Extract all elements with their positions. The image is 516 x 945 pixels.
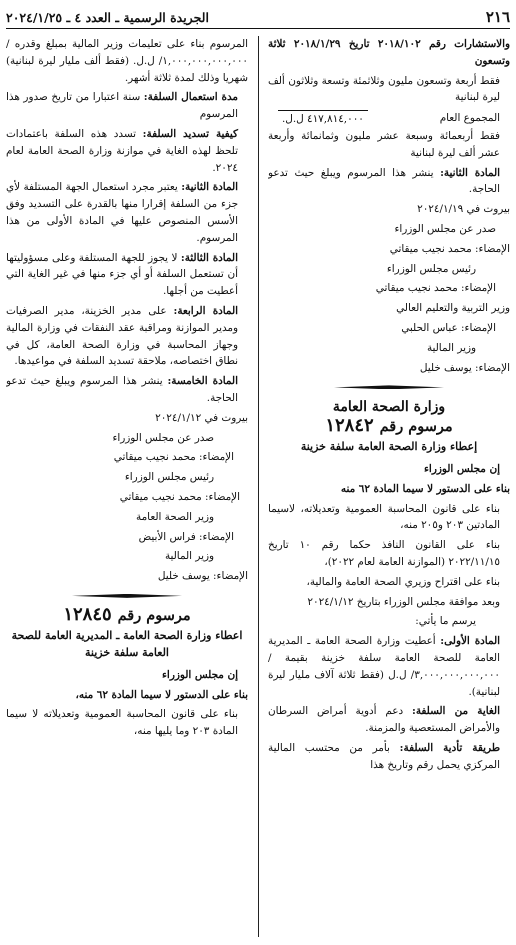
purpose-label: الغاية من السلفة: [412,705,500,718]
signature-council-left-name: الإمضاء: محمد نجيب ميقاتي [113,451,234,464]
period-label: مدة استعمال السلفة: [143,91,238,104]
article-4-left-text: على مدير الخزينة، مدير الصرفيات ومدير الموازنة ومراقبة عقد النفقات في وزارة المالية وجهاز المحاسبة في وزارة الصحة العامة، كل في نطاق اختصاصه، ملاحقة تسديد السلفة في مواعيدها. [6,304,238,368]
total-amount: ٤١٧,٨١٤,٠٠٠ ل.ل. [278,110,368,128]
column-divider [258,36,259,937]
basis-1-left: بناء على قانون المحاسبة العمومية وتعديلاته لا سيما المادة ٢٠٣ وما يليها منه، [6,708,238,738]
article-2 [268,165,510,199]
appropriation-line: والاستشارات رقم ٢٠١٨/١٠٢ تاريخ ٢٠١٨/١/٢٩ ثلاثة وتسعون [268,38,510,67]
decree-subject: إعطاء وزارة الصحة العامة سلفة خزينة [300,439,478,453]
article-1-text: أعطيت وزارة الصحة العامة ـ المديرية العامة للصحة العامة سلفة خزينة بقيمة /٣,٠٠٠,٠٠٠,٠٠٠,٠٠٠/ ل.ل (فقط ثلاثة آلاف مليار ليرة لبنانية). [268,635,500,698]
left-column [6,36,248,939]
signature-pm-left-name: الإمضاء: محمد نجيب ميقاتي [119,490,240,503]
article-3-left-text: لا يجوز للجهة المستلفة وعلى مسؤوليتها أن تستعمل السلفة أو أي جزء منها في غير الغاية التي أعطيت من أجلها. [6,251,238,298]
running-head: الجريدة الرسمية ـ العدد ٤ ـ ٢٠٢٤/١/٢٥ [6,9,209,25]
method [268,740,510,774]
constitution-line: بناء على الدستور لا سيما المادة ٦٢ منه [340,482,510,495]
basis-4: وبعد موافقة مجلس الوزراء بتاريخ ٢٠٢٤/١/١٢ [307,595,500,608]
appropriation-amount-words: فقط أربعة وتسعون مليون وثلاثمئة وتسعة وثلاثون ألف ليرة لبنانية [268,74,500,104]
article-2-text: ينشر هذا المرسوم ويبلغ حيث تدعو الحاجة. [268,166,500,196]
article-2-left-label: المادة الثانية: [181,181,238,194]
article-5-left-text: ينشر هذا المرسوم ويبلغ حيث تدعو الحاجة. [6,375,238,404]
ornament-divider [268,380,510,394]
signature-council-left: صدر عن مجلس الوزراء [112,431,214,444]
continuation-text: المرسوم بناء على تعليمات وزير المالية بمبلغ وقدره /١,٠٠٠,٠٠٠,٠٠٠,٠٠٠/ ل.ل. (فقط ألف مليار ليرة لبنانية) شهريا وذلك لمدة ثلاثة أشهر. [6,38,248,84]
decree-subject-left: اعطاء وزارة الصحة العامة ـ المديرية العامة للصحة العامة سلفة خزينة [11,628,243,659]
signature-finance-minister-name: الإمضاء: يوسف خليل [419,361,510,374]
article-3-left-label: المادة الثالثة: [180,251,238,264]
article-1 [268,633,510,700]
page-header [6,6,510,29]
place-date-left: بيروت في ٢٠٢٤/١/١٢ [155,411,248,424]
article-1-label: المادة الأولى: [440,635,500,648]
total-words: فقط أربعمائة وسبعة عشر مليون وثمانمائة وأربعة عشر ألف ليرة لبنانية [268,129,500,159]
council-line-left: إن مجلس الوزراء [162,668,238,681]
signature-pm: رئيس مجلس الوزراء [386,262,476,275]
article-5-left [6,373,248,407]
article-4-left [6,303,248,370]
decrees-line: يرسم ما يأتي: [415,615,476,628]
council-line: إن مجلس الوزراء [424,462,500,475]
article-2-left-text: يعتبر مجرد استعمال الجهة المستلفة لأي جزء من السلفة إقرارا منها بالقدرة على التسديد وفق الأسس المنصوص عليها في المادة الأولى من هذا المرسوم. [6,181,238,244]
right-column [268,36,510,939]
article-2-label: المادة الثانية: [440,166,501,179]
decree-heading [268,415,510,437]
repayment-text: تسدد هذه السلفة باعتمادات تلحظ لهذه الغاية في موازنة وزارة الصحة العامة لعام ٢٠٢٤. [6,127,238,174]
decree-number-left: ١٢٨٤٥ [63,603,112,625]
article-4-left-label: المادة الرابعة: [173,304,238,317]
repayment-label: كيفية تسديد السلفة: [142,127,238,140]
ornament-divider-left [6,589,248,603]
decree-heading-left [6,603,248,625]
signature-pm-name: الإمضاء: محمد نجيب ميقاتي [375,282,496,295]
repayment [6,126,248,176]
signature-health-minister-name: الإمضاء: فراس الأبيض [138,530,234,543]
article-3-left [6,250,248,300]
constitution-line-left: بناء على الدستور لا سيما المادة ٦٢ منه، [75,688,248,701]
signature-finance-minister: وزير المالية [426,341,476,354]
article-2-left [6,179,248,246]
place-date: بيروت في ٢٠٢٤/١/١٩ [417,203,510,216]
total-label: المجموع العام [439,112,500,125]
signature-finance-minister-left-name: الإمضاء: يوسف خليل [157,570,248,583]
signature-council: صدر عن مجلس الوزراء [394,222,496,235]
signature-pm-left: رئيس مجلس الوزراء [124,471,214,484]
signature-finance-minister-left: وزير المالية [164,550,214,563]
signature-council-name: الإمضاء: محمد نجيب ميقاتي [389,242,510,255]
signature-health-minister: وزير الصحة العامة [136,510,214,523]
total-row [268,110,510,128]
basis-3: بناء على اقتراح وزيري الصحة العامة والمالية، [306,575,500,588]
signature-education-minister-name: الإمضاء: عباس الحلبي [401,321,496,334]
purpose [268,703,510,737]
decree-label-left: مرسوم رقم [117,606,191,624]
method-text: بأمر من محتسب المالية المركزي يحمل رقم وتاريخ هذا [268,741,500,771]
basis-1: بناء على قانون المحاسبة العمومية وتعديلاته، لاسيما المادتين ٢٠٣ و٢٠٥ منه، [268,502,500,532]
page-number: ٢١٦ [485,8,510,26]
purpose-text: دعم أدوية أمراض السرطان والأمراض المستعصية والمزمنة. [268,705,500,735]
decree-number: ١٢٨٤٢ [325,415,374,437]
decree-label: مرسوم رقم [379,418,453,436]
method-label: طريقة تأدية السلفة: [399,741,500,754]
ministry-heading: وزارة الصحة العامة [332,399,446,416]
signature-education-minister: وزير التربية والتعليم العالي [396,302,510,315]
period [6,89,248,123]
basis-2: بناء على القانون النافذ حكما رقم ١٠ تاريخ ٢٠٢٢/١١/١٥ (الموازنة العامة لعام ٢٠٢٢)، [268,539,500,568]
article-5-left-label: المادة الخامسة: [167,375,238,388]
period-text: سنة اعتبارا من تاريخ صدور هذا المرسوم [6,91,238,121]
